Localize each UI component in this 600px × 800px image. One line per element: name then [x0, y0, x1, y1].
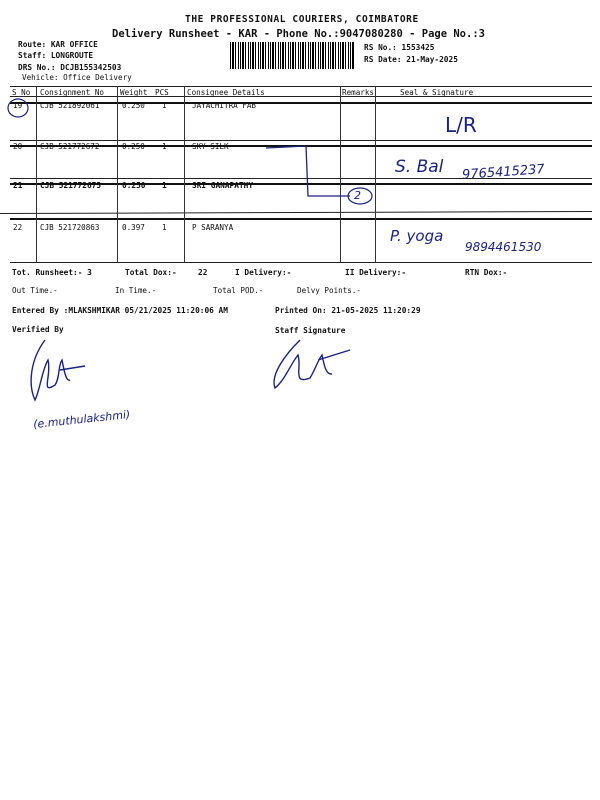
vehicle-label: Vehicle: Office Delivery — [22, 73, 132, 82]
header-weight: Weight — [120, 88, 148, 97]
row22-seal-phone: 9894461530 — [465, 240, 542, 254]
row-pcs: 1 — [162, 101, 167, 110]
staff-label: Staff: LONGROUTE — [18, 51, 94, 60]
company-name: THE PROFESSIONAL COURIERS, COIMBATORE — [185, 14, 419, 25]
runsheet-title: Delivery Runsheet - KAR - Phone No.:9047080280 - Page No.:3 — [112, 28, 485, 40]
header-remarks: Remarks — [342, 88, 375, 97]
total-pod: Total POD.- — [213, 286, 264, 295]
handwritten-ink — [0, 0, 600, 300]
in-time: In Time.- — [115, 286, 157, 295]
row-consignment: CJB 521772672 — [40, 142, 100, 151]
ii-delivery: II Delivery:- — [345, 268, 407, 277]
staff-signature — [274, 340, 350, 388]
verifier-name-handwriting: (e.muthulakshmi) — [32, 407, 131, 432]
out-time: Out Time.- — [12, 286, 58, 295]
row19-seal-handwriting: L/R — [445, 113, 477, 137]
remark-arrow-line — [266, 146, 350, 196]
row-weight: 0.250 — [122, 101, 145, 110]
total-dox-label: Total Dox:- — [125, 268, 177, 277]
row-weight: 0.397 — [122, 223, 145, 232]
row-sno: 19 — [13, 101, 23, 110]
i-delivery: I Delivery:- — [235, 268, 292, 277]
row-sno: 22 — [13, 223, 23, 232]
staff-signature-label: Staff Signature — [275, 326, 346, 335]
row-consignment: CJB 521772675 — [40, 181, 102, 190]
row-sno: 20 — [13, 142, 23, 151]
row-weight: 0.250 — [122, 142, 145, 151]
row-consignee: JAYACHITRA FAB — [192, 101, 257, 110]
sno-circle-mark — [8, 99, 28, 117]
rs-number: RS No.: 1553425 — [364, 43, 435, 52]
row-weight: 0.250 — [122, 181, 146, 190]
header-consignee: Consignee Details — [187, 88, 265, 97]
verified-by-label: Verified By — [12, 325, 64, 334]
row22-seal-name: P. yoga — [390, 227, 444, 245]
printed-on: Printed On: 21-05-2025 11:20:29 — [275, 306, 421, 315]
header-pcs: PCS — [155, 88, 169, 97]
row-consignee: SKY SILK — [192, 142, 229, 151]
total-dox-value: 22 — [198, 268, 208, 277]
header-consignment: Consignment No — [40, 88, 105, 97]
header-sno: S No — [12, 88, 31, 97]
row20-seal-phone: 9765415237 — [461, 162, 546, 183]
tot-runsheet: Tot. Runsheet:- 3 — [12, 268, 92, 277]
entered-by: Entered By :MLAKSHMIKAR 05/21/2025 11:20:06 AM — [12, 306, 228, 315]
row-pcs: 1 — [162, 223, 167, 232]
row20-seal-name: S. Bal — [395, 157, 444, 177]
delvy-points: Delvy Points.- — [297, 286, 362, 295]
row-sno: 21 — [13, 181, 23, 190]
row-consignment: CJB 521720863 — [40, 223, 100, 232]
row-consignment: CJB 521892061 — [40, 101, 100, 110]
row-consignee: P SARANYA — [192, 223, 234, 232]
rs-date: RS Date: 21-May-2025 — [364, 55, 458, 64]
header-seal: Seal & Signature — [400, 88, 474, 97]
row-pcs: 1 — [162, 142, 167, 151]
row-pcs: 1 — [162, 181, 167, 190]
row21-remark-handwriting: 2 — [354, 189, 361, 202]
row-consignee: SRI GANAPATHY — [192, 181, 254, 190]
signatures — [0, 330, 600, 450]
route-label: Route: KAR OFFICE — [18, 40, 98, 49]
rtn-dox: RTN Dox:- — [465, 268, 508, 277]
drs-number: DRS No.: DCJB155342503 — [18, 63, 122, 72]
verifier-signature — [31, 340, 85, 400]
